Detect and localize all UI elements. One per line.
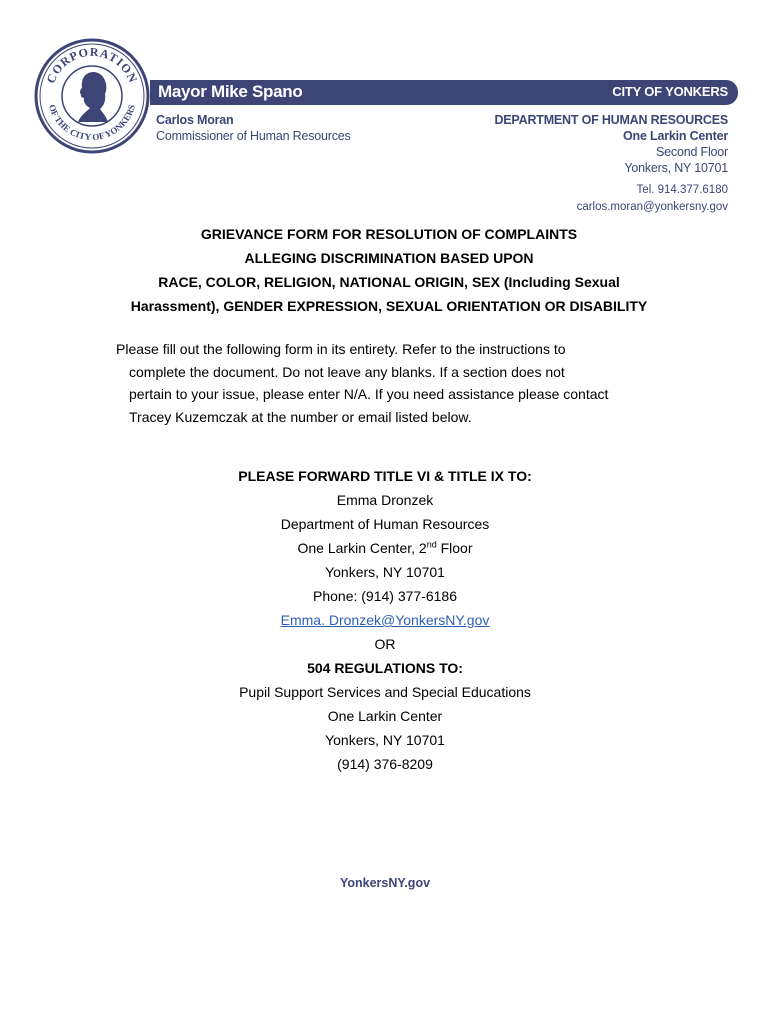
telephone: Tel. 914.377.6180	[636, 184, 728, 196]
header-banner	[150, 80, 738, 105]
contact-city: Yonkers, NY 10701	[325, 564, 445, 580]
contact-address-text: One Larkin Center, 2	[297, 540, 427, 556]
title-line-1: GRIEVANCE FORM FOR RESOLUTION OF COMPLAINTS	[200, 226, 578, 242]
city-name: CITY OF YONKERS	[612, 84, 728, 99]
title-line-2: ALLEGING DISCRIMINATION BASED UPON	[244, 250, 534, 266]
address-line-2: Second Floor	[656, 145, 728, 159]
504-city: Yonkers, NY 10701	[325, 732, 445, 748]
city-seal-logo	[34, 38, 150, 154]
seal-bottom-text: OF THE CITY OF YONKERS	[47, 103, 137, 143]
504-phone: (914) 376-8209	[337, 756, 433, 772]
department-address-block	[494, 112, 728, 176]
forwarding-info	[0, 464, 770, 776]
intro-line-4: Tracey Kuzemczak at the number or email listed below.	[129, 408, 472, 425]
contact-email-link[interactable]: Emma. Dronzek@YonkersNY.gov	[280, 612, 490, 628]
department-name: DEPARTMENT OF HUMAN RESOURCES	[494, 113, 728, 127]
contact-block	[577, 182, 728, 216]
intro-line-1: Please fill out the following form in its entirety. Refer to the instructions to	[116, 341, 566, 357]
contact-department: Department of Human Resources	[280, 516, 490, 532]
form-title	[100, 222, 678, 318]
contact-name: Emma Dronzek	[336, 492, 434, 508]
contact-phone: Phone: (914) 377-6186	[313, 588, 457, 604]
commissioner-block	[156, 112, 351, 144]
commissioner-title: Commissioner of Human Resources	[156, 129, 351, 143]
contact-address	[0, 536, 770, 560]
footer-website[interactable]: YonkersNY.gov	[339, 876, 431, 890]
title-line-4: Harassment), GENDER EXPRESSION, SEXUAL ORIENTATION OR DISABILITY	[130, 298, 648, 314]
504-heading: 504 REGULATIONS TO:	[307, 660, 463, 676]
intro-line-2: complete the document. Do not leave any blanks. If a section does not	[129, 363, 565, 380]
intro-line-3: pertain to your issue, please enter N/A. If you need assistance please contact	[129, 386, 609, 402]
504-address: One Larkin Center	[327, 708, 443, 724]
504-contact-name: Pupil Support Services and Special Educations	[239, 684, 531, 700]
or-separator: OR	[374, 636, 396, 652]
title-vi-ix-heading: PLEASE FORWARD TITLE VI & TITLE IX TO:	[238, 468, 532, 484]
commissioner-name: Carlos Moran	[156, 113, 234, 127]
address-line-3: Yonkers, NY 10701	[624, 161, 728, 175]
seal-top-text: CORPORATION	[43, 44, 141, 86]
instructions-paragraph	[116, 338, 706, 428]
contact-email: carlos.moran@yonkersny.gov	[576, 201, 728, 213]
address-line-1: One Larkin Center	[623, 129, 728, 143]
contact-address-sup: nd	[426, 539, 437, 550]
title-line-3: RACE, COLOR, RELIGION, NATIONAL ORIGIN, SEX (Including Sexual	[158, 274, 620, 290]
mayor-name: Mayor Mike Spano	[158, 82, 303, 101]
contact-address-floor: Floor	[436, 540, 473, 556]
